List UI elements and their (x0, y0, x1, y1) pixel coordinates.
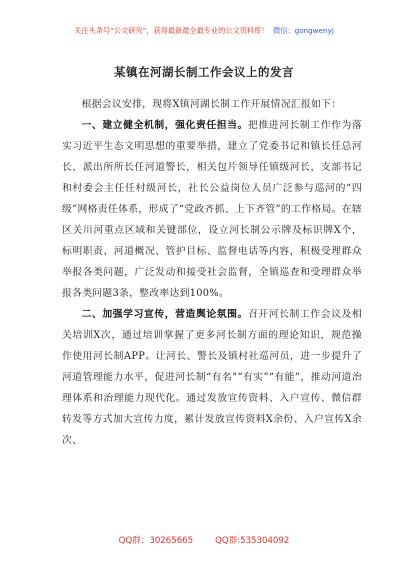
document-body (62, 94, 362, 451)
document-title: 某镇在河湖长制工作会议上的发言 (114, 65, 294, 79)
section-heading-2: 二、加强学习宣传，营造舆论氛围。 (81, 309, 248, 320)
banner-wechat-text: 微信：gongwenyj (273, 26, 334, 35)
footer-contact[interactable] (0, 535, 408, 547)
footer-qq-group-2: QQ群:535304092 (215, 536, 290, 546)
section-heading-1: 一、建立健全机制，强化责任担当。 (81, 120, 248, 131)
footer-qq-group-1: QQ群：30265665 (118, 536, 194, 546)
intro-paragraph: 根据会议安排，现将X镇河湖长制工作开展情况汇报如下： (81, 99, 342, 110)
banner-promo-text: 关注头条号“公文研究”，获得最新最全最专业的公文资料库！ (74, 26, 269, 35)
section-paragraph-2 (62, 304, 362, 451)
section-body-1: 把推进河长制工作作为落实习近平生态文明思想的重要举措，建立了党委书记和镇长任总河长，派出所所长任河道警长，相关包片领导任镇级河长，支部书记和村委会主任任村级河长，社长公益岗位人员广泛参与巡河的“四级”网格责任体系，形成了“党政齐抓、上下齐管”的工作格局。在辖区关川河重点区域和关键部位，设立河长制公示牌及标识牌X个，标明职责、河道概况、管护目标、监督电话等内容，积极受理群众举报各类问题，广泛发动和接受社会监督，全镇巡查和受理群众举报各类问题3条，整改率达到100%。 (62, 120, 362, 299)
section-body-2: 召开河长制工作会议及相关培训X次，通过培训掌握了更多河长制方面的理论知识，规范操作使用河长制APP。让河长、警长及镇村社巡河员，进一步提升了河道管理能力水平，促进河长制“有名”“有实”“有能”，推动河道治理体系和治理能力现代化。通过发放宣传资料、入户宣传、微信群转发等方式加大宣传力度，累计发放宣传资料X余份、入户宣传X余次、 (62, 309, 362, 446)
section-paragraph-1 (62, 115, 362, 304)
header-banner[interactable] (0, 26, 408, 36)
